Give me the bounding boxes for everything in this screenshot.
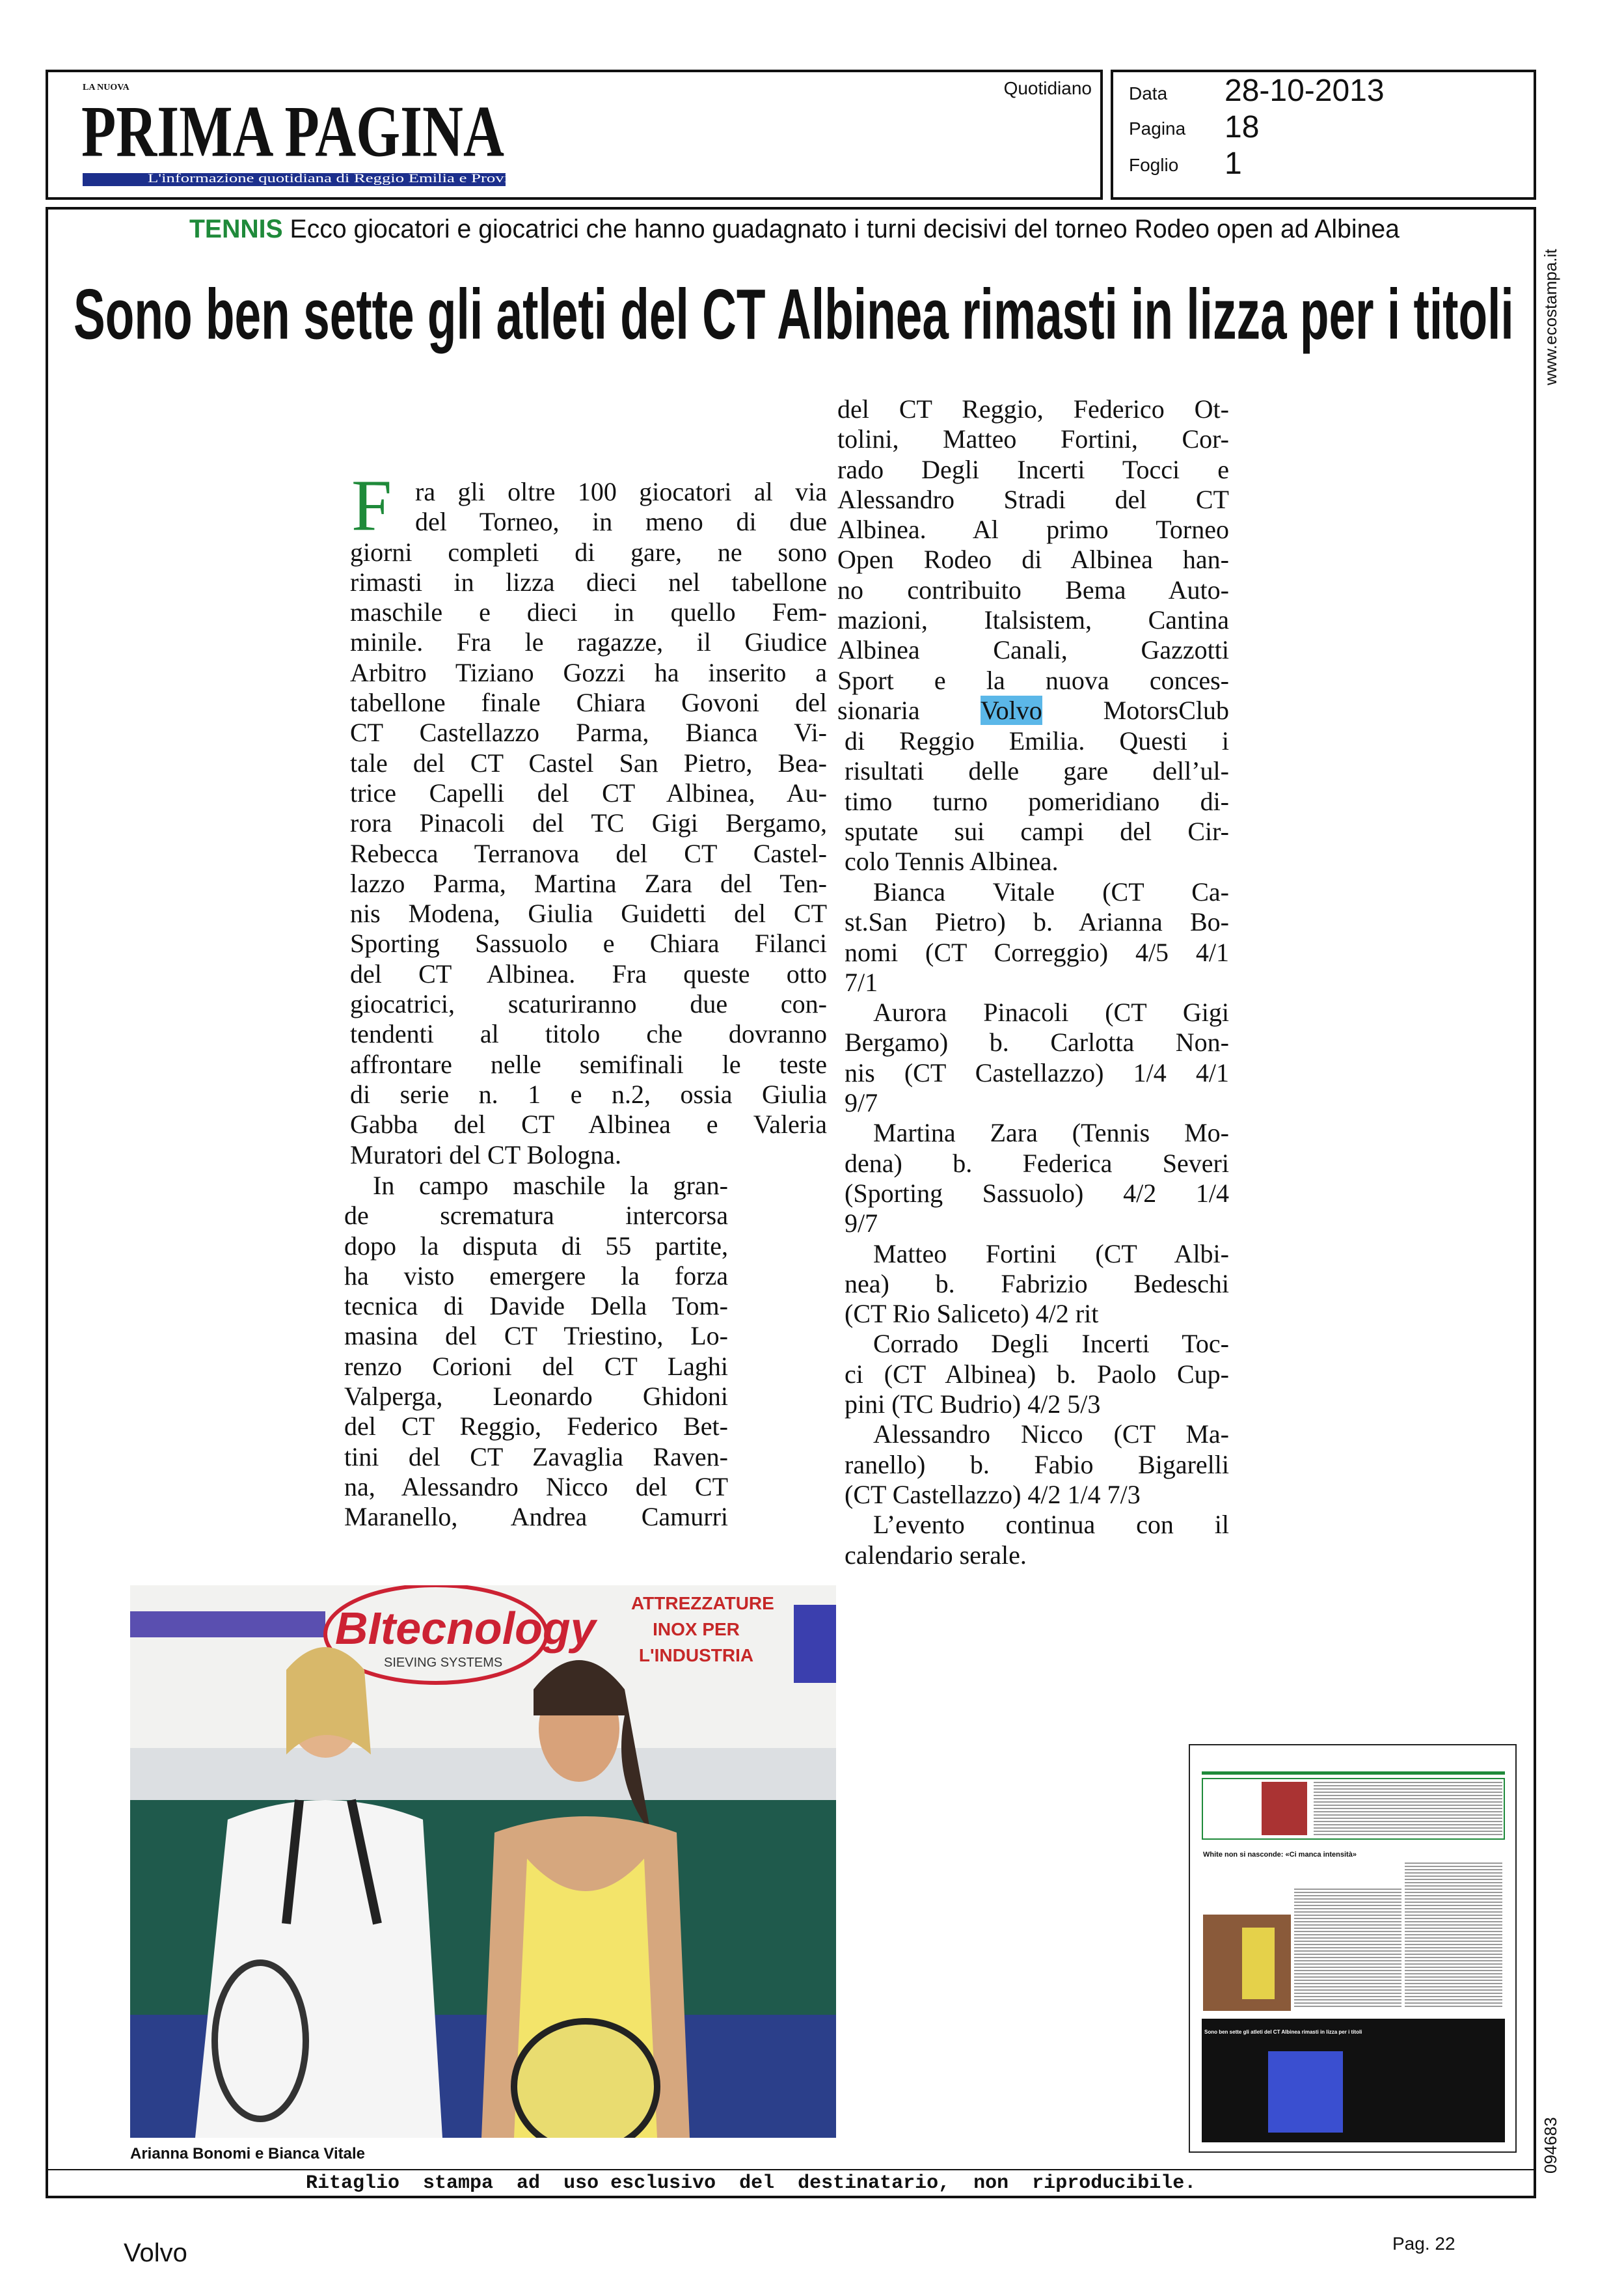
text-line: nea) b. Fabrizio Bedeschi [845, 1268, 1229, 1298]
banner-right-text: ATTREZZATURE INOX PER L'INDUSTRIA [631, 1593, 774, 1665]
highlighted-keyword: Volvo [980, 695, 1042, 725]
text-line: renzo Corioni del CT Laghi [344, 1351, 728, 1381]
text-line: dopo la disputa di 55 partite, [344, 1231, 728, 1261]
text-line: rora Pinacoli del TC Gigi Bergamo, [350, 808, 827, 838]
result-item [845, 1329, 1229, 1419]
text-line: Sporting Sassuolo e Chiara Filanci [350, 929, 827, 959]
kicker [189, 216, 1400, 242]
text-line: trice Capelli del CT Albinea, Au- [350, 778, 827, 808]
headline-wrap [74, 274, 1514, 355]
text-line: tini del CT Zavaglia Raven- [344, 1441, 728, 1471]
disclaimer-divider [46, 2169, 1536, 2170]
text-line: dena) b. Federica Severi [845, 1148, 1229, 1178]
text-line: nis Modena, Giulia Guidetti del CT [350, 899, 827, 929]
text-line: tolini, Matteo Fortini, Cor- [837, 424, 1229, 454]
text-line: (Sporting Sassuolo) 4/2 1/4 [845, 1178, 1229, 1208]
banner-sub: SIEVING SYSTEMS [384, 1656, 503, 1670]
text-line: Rebecca Terranova del CT Castel- [350, 838, 827, 868]
logo-tagline: L'informazione quotidiana di Reggio Emilia e Provincia [148, 172, 538, 185]
text-line: del CT Reggio, Federico Bet- [344, 1412, 728, 1441]
result-item [845, 1510, 1229, 1570]
text-line: (CT Rio Saliceto) 4/2 rit [845, 1299, 1099, 1329]
text-line: Aurora Pinacoli (CT Gigi [873, 998, 1229, 1028]
text-line: Maranello, Andrea Camurri [344, 1502, 728, 1532]
text-line: Gabba del CT Albinea e Valeria [350, 1110, 827, 1140]
text-line: ci (CT Albinea) b. Paolo Cup- [845, 1359, 1229, 1389]
text-line: na, Alessandro Nicco del CT [344, 1471, 728, 1501]
text-line: Sport e la nuova conces- [837, 665, 1229, 695]
text-line: tendenti al titolo che dovranno [350, 1019, 827, 1049]
sheet-label: Foglio [1129, 155, 1179, 175]
page-thumbnail [1189, 1744, 1517, 2153]
text-line: L’evento continua con il [873, 1510, 1229, 1540]
kicker-tag: TENNIS [189, 215, 283, 243]
text-line: Arbitro Tiziano Gozzi ha inserito a [350, 657, 827, 687]
text-line: ranello) b. Fabio Bigarelli [845, 1449, 1229, 1479]
text-line: masina del CT Triestino, Lo- [344, 1321, 728, 1351]
result-item [845, 1239, 1229, 1330]
text-line: In campo maschile la gran- [373, 1171, 728, 1200]
text-line: del Torneo, in meno di due [415, 507, 827, 537]
text-line: no contribuito Bema Auto- [837, 575, 1229, 605]
text-line: calendario serale. [845, 1540, 1027, 1570]
thumbnail-headline-2: Sono ben sette gli atleti del CT Albinea rimasti in lizza per i titoli [1204, 2029, 1362, 2035]
text-line: 9/7 [845, 1208, 878, 1238]
photo [130, 1585, 836, 2138]
text-line: maschile e dieci in quello Fem- [350, 597, 827, 627]
column-1-paragraph-2 [344, 1171, 728, 1533]
column-2-paragraph-1 [837, 394, 1229, 726]
text-line: di serie n. 1 e n.2, ossia Giulia [350, 1079, 827, 1109]
text-line: del CT Albinea. Fra queste otto [350, 959, 827, 989]
kicker-text: Ecco giocatori e giocatrici che hanno guadagnato i turni decisivi del torneo Rodeo open ad Albinea [282, 215, 1400, 243]
page-label: Pagina [1129, 118, 1186, 139]
text-line: sionaria Volvo MotorsClub [837, 695, 1229, 725]
column-1-paragraph-1 [350, 465, 827, 1170]
text-line: colo Tennis Albinea. [845, 847, 1059, 877]
disclaimer: Ritaglio stampa ad uso esclusivo del destinatario, non riproducibile. [306, 2172, 1197, 2194]
headline: Sono ben sette gli atleti del CT Albinea rimasti in lizza per i titoli [74, 274, 1514, 355]
text-line: sputate sui campi del Cir- [845, 816, 1229, 846]
text-line: Valperga, Leonardo Ghidoni [344, 1382, 728, 1412]
text-line: del CT Reggio, Federico Ot- [837, 394, 1229, 424]
text-line: 9/7 [845, 1088, 878, 1118]
result-item [845, 998, 1229, 1118]
text-line: Bianca Vitale (CT Ca- [873, 877, 1229, 907]
results-list [845, 877, 1229, 1570]
ecostampa-site: www.ecostampa.it [1541, 249, 1560, 385]
text-line: 7/1 [845, 967, 878, 997]
text-line: Alessandro Stradi del CT [837, 484, 1229, 514]
result-item [845, 877, 1229, 998]
text-line: Albinea Canali, Gazzotti [837, 635, 1229, 665]
text-line: tale del CT Castel San Pietro, Bea- [350, 748, 827, 778]
text-line: Matteo Fortini (CT Albi- [873, 1238, 1229, 1268]
logo-title: PRIMA PAGINA [81, 90, 504, 172]
logo-tagline-bar [83, 172, 538, 186]
text-line: Corrado Degli Incerti Toc- [873, 1329, 1229, 1359]
result-item [845, 1419, 1229, 1510]
text-line: tabellone finale Chiara Govoni del [350, 688, 827, 718]
footer-keyword: Volvo [124, 2239, 187, 2267]
text-line: nomi (CT Correggio) 4/5 4/1 [845, 937, 1229, 967]
text-line: giorni completi di gare, ne sono [350, 537, 827, 567]
text-line: pini (TC Budrio) 4/2 5/3 [845, 1389, 1101, 1419]
text-line: mazioni, Italsistem, Cantina [837, 605, 1229, 635]
date-value: 28-10-2013 [1225, 74, 1385, 108]
text-line: Martina Zara (Tennis Mo- [873, 1118, 1229, 1148]
text-line: tecnica di Davide Della Tom- [344, 1291, 728, 1321]
text-line: st.San Pietro) b. Arianna Bo- [845, 907, 1229, 937]
result-item [845, 1118, 1229, 1238]
text-line: ha visto emergere la forza [344, 1261, 728, 1290]
text-line: lazzo Parma, Martina Zara del Ten- [350, 868, 827, 898]
text-line: risultati delle gare dell’ul- [845, 756, 1229, 786]
text-line: Albinea. Al primo Torneo [837, 515, 1229, 545]
text-line: ra gli oltre 100 giocatori al via [415, 477, 827, 506]
text-line: rimasti in lizza dieci nel tabellone [350, 567, 827, 597]
text-line: (CT Castellazzo) 4/2 1/4 7/3 [845, 1479, 1141, 1509]
logo [81, 90, 504, 172]
text-line: CT Castellazzo Parma, Bianca Vi- [350, 718, 827, 748]
text-line: giocatrici, scaturiranno due con- [350, 989, 827, 1019]
text-line: Bergamo) b. Carlotta Non- [845, 1028, 1229, 1058]
text-line: Open Rodeo di Albinea han- [837, 545, 1229, 575]
periodicity: Quotidiano [1003, 78, 1092, 98]
text-line: Alessandro Nicco (CT Ma- [873, 1419, 1229, 1449]
logo-small-text: LA NUOVA [83, 83, 129, 92]
column-2-paragraph-2 [845, 726, 1229, 877]
sheet-value: 1 [1225, 146, 1242, 181]
clipping-code: 094683 [1541, 2117, 1560, 2174]
text-line: affrontare nelle semifinali le teste [350, 1049, 827, 1079]
text-line: di Reggio Emilia. Questi i [845, 726, 1229, 756]
drop-cap: F [351, 465, 392, 546]
text-line: de scrematura intercorsa [344, 1201, 728, 1231]
footer-page: Pag. 22 [1392, 2233, 1455, 2254]
thumbnail-headline-1: White non si nasconde: «Ci manca intensità» [1203, 1851, 1357, 1859]
text-line: nis (CT Castellazzo) 1/4 4/1 [845, 1058, 1229, 1087]
text-line: rado Degli Incerti Tocci e [837, 454, 1229, 484]
text-line: minile. Fra le ragazze, il Giudice [350, 627, 827, 657]
text-line: timo turno pomeridiano di- [845, 786, 1229, 816]
photo-caption: Arianna Bonomi e Bianca Vitale [130, 2145, 365, 2163]
page-value: 18 [1225, 110, 1260, 144]
date-label: Data [1129, 83, 1168, 103]
text-line: Muratori del CT Bologna. [350, 1140, 621, 1169]
banner-brand: BItecnology [335, 1603, 596, 1654]
